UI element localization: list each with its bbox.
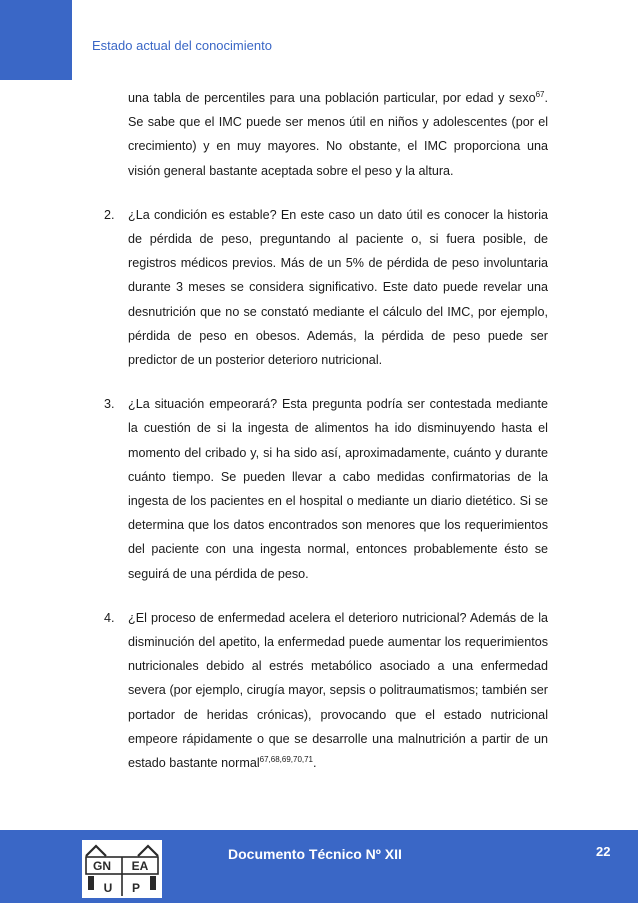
gneaup-logo	[82, 840, 162, 898]
list-item-number: 3.	[104, 397, 115, 412]
document-body	[104, 86, 548, 775]
list-item-number: 2.	[104, 207, 115, 222]
list-item-text: ¿La condición es estable? En este caso un dato útil es conocer la historia de pérdida de peso, preguntando al paciente o, si fuera posible, de registros médicos previos. Más de un 5% de pérdida de peso involuntaria durante 3 meses se considera significativo. Este dato puede revelar una desnutrición que no se constató mediante el cálculo del IMC, por ejemplo, pérdida de peso en obesos. Además, la pérdida de peso puede ser predictor de un posterior deterioro nutricional.	[128, 207, 548, 368]
logo-text-gn: GN	[93, 859, 111, 873]
header-color-tab	[0, 0, 72, 80]
citation-refs: 67,68,69,70,71	[259, 754, 314, 764]
list-item-text: ¿La situación empeorará? Esta pregunta podría ser contestada mediante la cuestión de si la ingesta de alimentos ha ido disminuyendo hasta el momento del cribado y, si ha sido así, aproximadamente, cuánto y durante cuánto tiempo. Se pueden llevar a cabo medidas confirmatorias de la ingesta de los pacientes en el hospital o mediante un diario dietético. Si se determina que los datos encontrados son menores que los requerimientos del paciente con una ingesta normal, entonces probablemente ésto se seguirá de una pérdida de peso.	[128, 397, 548, 581]
logo-text-u: U	[103, 881, 113, 895]
continuation-paragraph	[104, 86, 548, 183]
footer-title: Documento Técnico Nº XII	[228, 846, 402, 862]
list-item-tail: .	[313, 756, 317, 771]
list-item	[104, 203, 548, 372]
list-item	[104, 392, 548, 586]
list-item-text: ¿El proceso de enfermedad acelera el deterioro nutricional? Además de la disminución del apetito, la enfermedad puede aumentar los requerimientos nutricionales debido al estrés metabólico asociado a una enfermedad severa (por ejemplo, cirugía mayor, sepsis o politraumatismos; también ser portador de heridas crónicas), provocando que el estado nutricional empeore rápidamente o que se desarrolle una malnutrición a partir de un estado bastante normal	[128, 610, 548, 771]
page-number: 22	[596, 844, 611, 859]
continuation-text-a: una tabla de percentiles para una población particular, por edad y sexo	[128, 91, 536, 105]
running-header: Estado actual del conocimiento	[92, 38, 272, 53]
continuation-text-b: . Se sabe que el IMC puede ser menos útil en niños y adolescentes (por el crecimiento) y en muy mayores. No obstante, el IMC proporciona una visión general bastante aceptada sobre el peso y la altura.	[128, 91, 548, 178]
citation-ref: 67	[535, 89, 545, 99]
logo-text-ea: EA	[131, 859, 149, 873]
list-item-number: 4.	[104, 610, 115, 625]
logo-text-p: P	[131, 881, 141, 895]
list-item	[104, 606, 548, 775]
list-item-paragraph	[128, 606, 548, 775]
logo-graphic	[82, 840, 162, 898]
